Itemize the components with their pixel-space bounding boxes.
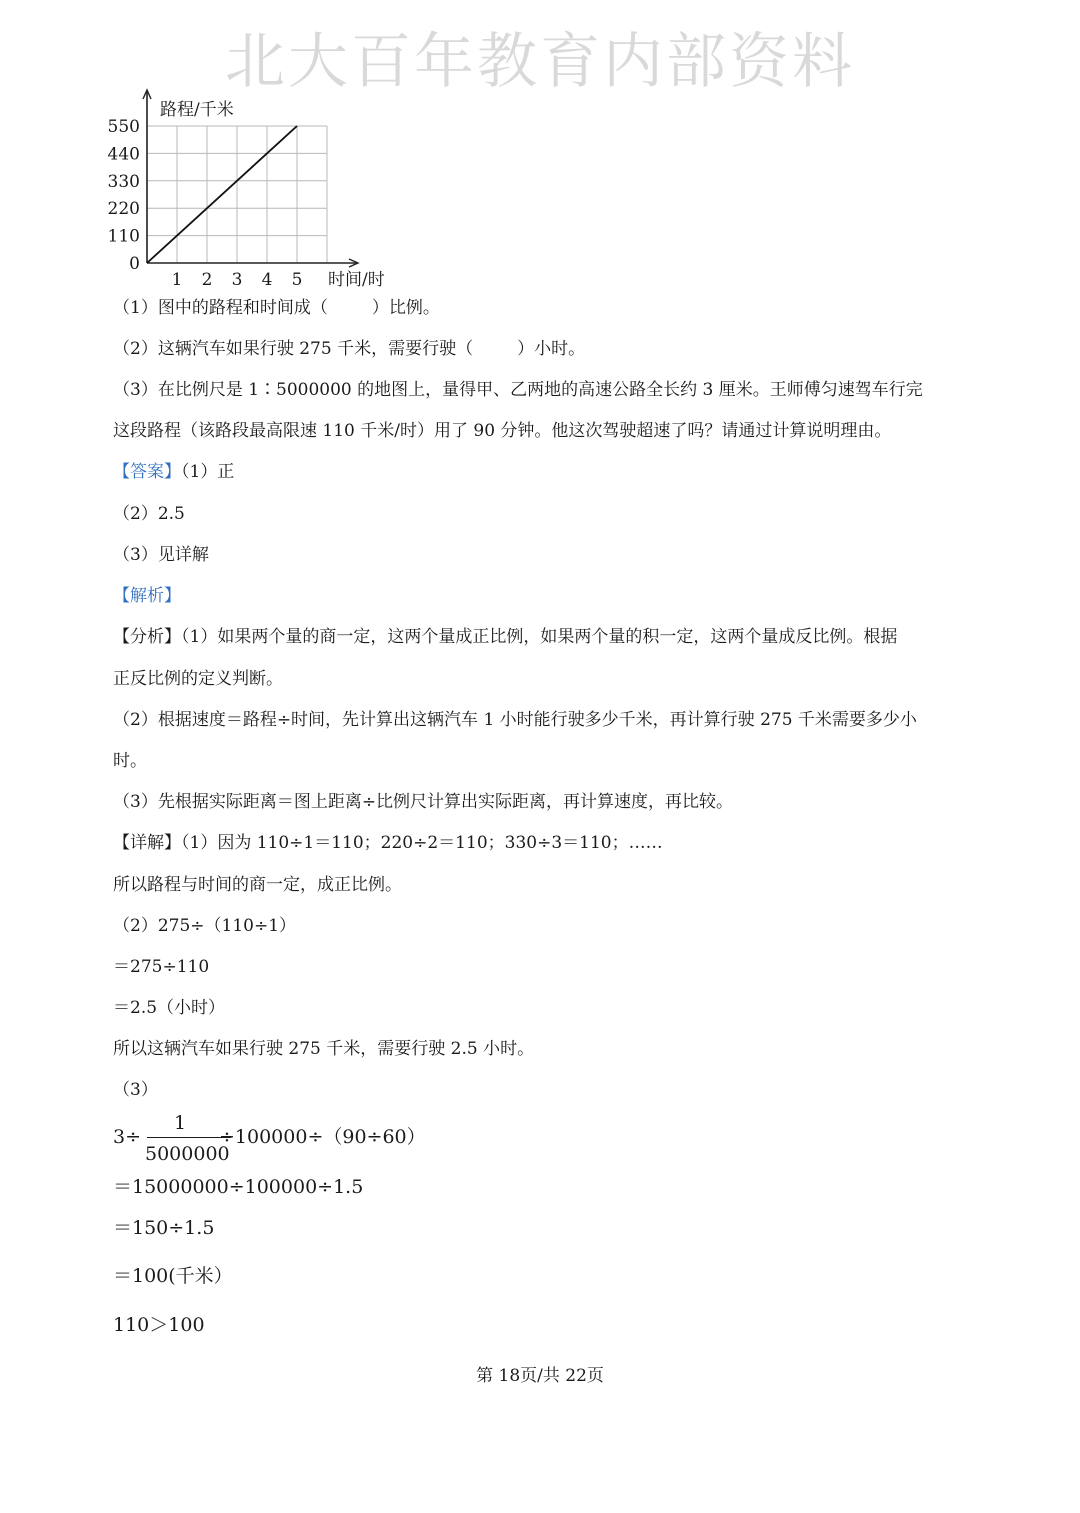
x-tick-label: 4: [261, 270, 273, 288]
y-tick-label: 330: [107, 171, 140, 192]
detail-3-eq-1: ＝15000000÷100000÷1.5: [113, 1176, 364, 1198]
distance-line: [147, 126, 297, 263]
detail-3-label: （3）: [113, 1080, 158, 1100]
fraction-prefix: 3÷: [113, 1126, 142, 1148]
detail-3-eq-3: ＝100(千米）: [113, 1265, 233, 1287]
answer-1: [113, 464, 234, 481]
fenxi-1-text: （1）如果两个量的商一定，这两个量成正比例，如果两个量的积一定，这两个量成反比例。根据: [181, 627, 898, 647]
y-tick-label: 220: [107, 199, 140, 220]
y-tick-label: 0: [129, 254, 140, 274]
chart-labels: [108, 100, 385, 288]
fenxi-1-line-2: 正反比例的定义判断。: [113, 669, 283, 689]
fenxi-tag: 【分析】: [113, 627, 181, 647]
x-tick-label: 2: [201, 270, 213, 288]
fenxi-2-line-2: 时。: [113, 751, 147, 771]
detail-1-line-2: 所以路程与时间的商一定，成正比例。: [113, 875, 402, 895]
chart-grid: [147, 126, 327, 263]
watermark: 北大百年教育内部资料: [225, 27, 855, 97]
q2-text-start: （2）这辆汽车如果行驶 275 千米，需要行驶（: [113, 339, 474, 359]
detail-3-comparison: 110＞100: [113, 1314, 205, 1336]
x-axis-title: 时间/时: [328, 270, 385, 288]
detail-1-text: （1）因为 110÷1＝110；220÷2＝110；330÷3＝110；……: [181, 833, 663, 853]
question-3-line-2: 这段路程（该路段最高限速 110 千米/时）用了 90 分钟。他这次驾驶超速了吗？请通过计算说明理由。: [113, 421, 892, 441]
fraction-denominator: 5000000: [145, 1143, 230, 1165]
answer-1-text: （1）正: [181, 462, 235, 482]
detail-2-line-4: 所以这辆汽车如果行驶 275 千米，需要行驶 2.5 小时。: [113, 1039, 535, 1059]
q1-text-start: （1）图中的路程和时间成（: [113, 298, 328, 318]
question-1: [113, 300, 440, 317]
page-footer: 第 18页/共 22页: [476, 1366, 604, 1386]
detail-2-line-2: ＝275÷110: [113, 957, 210, 977]
xiangjie-tag: 【详解】: [113, 833, 181, 853]
q1-text-end: ）比例。: [371, 298, 440, 318]
answer-3: （3）见详解: [113, 545, 209, 565]
q2-text-end: ）小时。: [517, 339, 586, 359]
y-tick-label: 110: [107, 226, 140, 247]
detail-3-eq-2: ＝150÷1.5: [113, 1217, 215, 1239]
chart-marks: [147, 126, 297, 263]
question-2: [113, 341, 585, 358]
y-tick-label: 550: [107, 117, 140, 137]
y-axis-title: 路程/千米: [160, 100, 234, 120]
answer-tag: 【答案】: [113, 462, 181, 482]
analysis-tag: 【解析】: [113, 586, 181, 606]
question-3-line-1: （3）在比例尺是 1∶5000000 的地图上，量得甲、乙两地的高速公路全长约 3 厘米。王师傅匀速驾车行完: [113, 380, 923, 400]
fenxi-1-line-1: [113, 629, 897, 646]
fenxi-2-line-1: （2）根据速度＝路程÷时间，先计算出这辆汽车 1 小时能行驶多少千米，再计算行驶 275 千米需要多少小: [113, 710, 917, 730]
y-tick-label: 440: [107, 144, 140, 165]
x-tick-label: 5: [291, 270, 303, 288]
fraction-suffix: ÷100000÷（90÷60）: [219, 1126, 426, 1148]
fenxi-3: （3）先根据实际距离＝图上距离÷比例尺计算出实际距离，再计算速度，再比较。: [113, 792, 734, 812]
distance-time-chart: [100, 86, 410, 288]
x-tick-label: 3: [231, 270, 243, 288]
answer-2: （2）2.5: [113, 504, 185, 524]
detail-2-line-1: （2）275÷（110÷1）: [113, 916, 297, 936]
x-tick-label: 1: [171, 270, 183, 288]
detail-1-line-1: [113, 835, 663, 852]
fraction-numerator: 1: [174, 1112, 187, 1134]
detail-2-line-3: ＝2.5（小时）: [113, 998, 226, 1018]
